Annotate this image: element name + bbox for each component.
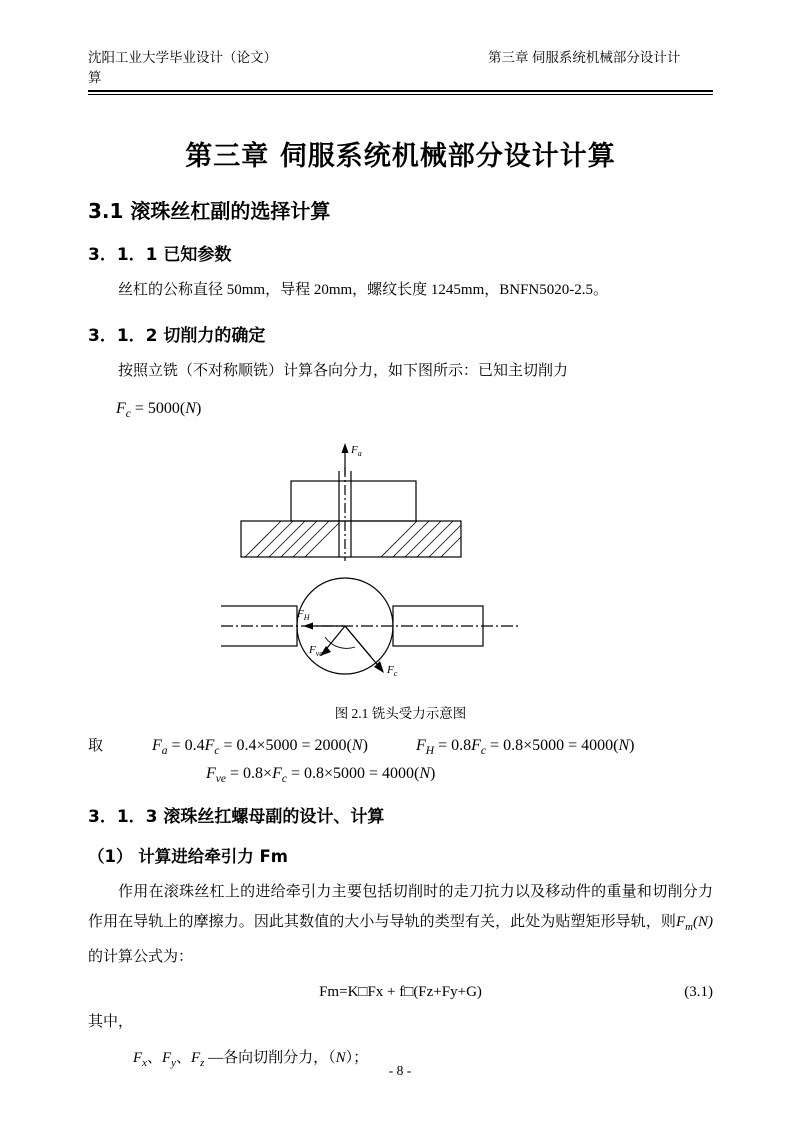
- section-3-1-2-title: 3．1．2 切削力的确定: [88, 326, 266, 346]
- section-3-1-1-title: 3．1．1 已知参数: [88, 245, 232, 265]
- equation-row-fve: $F_{ve} = 0.8\times F_c = 0.8\times 5000 = 4000(N)$: [206, 765, 436, 786]
- page-number: - 8 -: [388, 1063, 412, 1078]
- figure-label-fve: $F_{ve}$: [308, 644, 323, 659]
- figure-label-fh: $F_H$: [296, 608, 310, 623]
- item-1-inline-math: $F_m(N)$: [676, 913, 713, 933]
- item-1-paragraph-text: 作用在滚珠丝杠上的进给牵引力主要包括切削时的走刀抗力以及移动件的重量和切削分力作用在导轨上的摩擦力。因此其数值的大小与导轨的类型有关，此处为贴塑矩形导轨，则: [88, 883, 713, 930]
- chapter-title: 第三章 伺服系统机械部分设计计算: [185, 141, 616, 172]
- header-left-line2: 算: [88, 70, 102, 85]
- header-left-line1: 沈阳工业大学毕业设计（论文）: [88, 50, 277, 65]
- item-1-label: （1） 计算进给牵引力 Fm: [88, 846, 288, 866]
- item-1-paragraph: [88, 877, 713, 972]
- header-rule-thin: [88, 94, 713, 95]
- figure-milling-head-forces: [88, 441, 713, 696]
- formula-3-1-number: (3.1): [684, 983, 713, 1000]
- item-1-paragraph-tail: 的计算公式为：: [88, 948, 194, 965]
- equation-fc: $F_c = 5000(N)$: [116, 400, 202, 421]
- section-3-1-2-body: 按照立铣（不对称顺铣）计算各向分力，如下图所示：已知主切削力: [118, 363, 569, 379]
- take-label: 取: [88, 736, 104, 755]
- page-header: [88, 48, 713, 90]
- figure-label-fc: $F_c$: [386, 664, 397, 679]
- milling-head-force-diagram: [221, 441, 581, 691]
- figure-caption: 图 2.1 铣头受力示意图: [334, 706, 467, 722]
- equation-row-fa-fh: 取 $F_a = 0.4F_c = 0.4\times 5000 = 2000(N) F_H = 0.8F_c = 0.8\times 5000 = 4000(N)$: [88, 736, 635, 758]
- header-rule-thick: [88, 90, 713, 92]
- page-body: [88, 100, 713, 1084]
- formula-3-1-row: [88, 984, 713, 1001]
- section-3-1-1-body: 丝杠的公称直径 50mm，导程 20mm，螺纹长度 1245mm，BNFN5020-2.5。: [118, 282, 609, 298]
- figure-label-fa: $F_a$: [350, 444, 362, 459]
- section-3-1-title: 3.1 滚珠丝杠副的选择计算: [88, 199, 331, 223]
- item-1-title: [88, 843, 713, 867]
- formula-3-1: Fm=K□Fx + f□(Fz+Fy+G): [319, 983, 482, 1000]
- section-3-1-3-title: 3．1．3 滚珠丝扛螺母副的设计、计算: [88, 806, 385, 827]
- qizhong-line: 其中，: [88, 1013, 134, 1030]
- header-right: 第三章 伺服系统机械部分设计计: [488, 50, 681, 65]
- symbol-definition-line: $F_x$、$F_y$、$F_z$ —各向切削分力，（N）；: [133, 1049, 369, 1069]
